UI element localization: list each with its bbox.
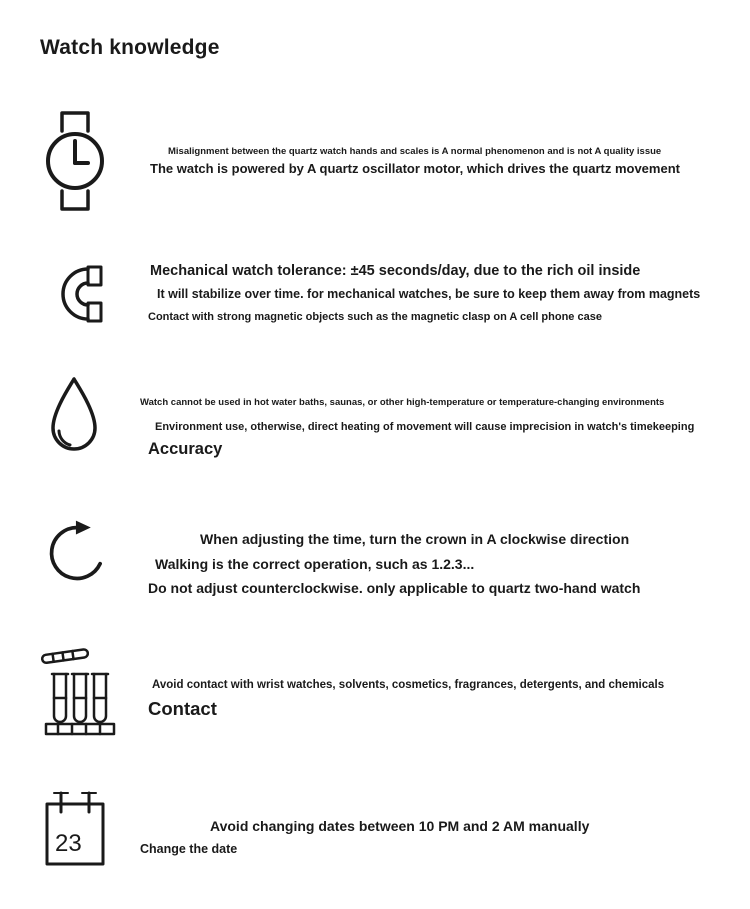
test-tubes-icon: [38, 642, 122, 742]
text-line: Avoid contact with wrist watches, solvents, cosmetics, fragrances, detergents, and chemicals: [152, 679, 665, 691]
text-line: Contact with strong magnetic objects such as the magnetic clasp on A cell phone case: [148, 311, 602, 323]
text-line: Walking is the correct operation, such as 1.2.3...: [155, 556, 475, 572]
calendar-date-number: 23: [55, 830, 82, 857]
text-line: Mechanical watch tolerance: ±45 seconds/day, due to the rich oil inside: [150, 263, 641, 279]
water-drop-icon: [42, 374, 106, 460]
text-line: The watch is powered by A quartz oscillator motor, which drives the quartz movement: [150, 161, 680, 176]
text-line: Misalignment between the quartz watch hands and scales is A normal phenomenon and is not A quality issue: [168, 146, 662, 157]
watch-icon: [44, 110, 106, 212]
text-line: Watch cannot be used in hot water baths, saunas, or other high-temperature or temperature-changing environments: [140, 397, 665, 408]
text-line: It will stabilize over time. for mechanical watches, be sure to keep them away from magnets: [157, 287, 701, 301]
contact-heading: Contact: [148, 698, 217, 719]
text-line: Do not adjust counterclockwise. only applicable to quartz two-hand watch: [148, 580, 641, 596]
calendar-icon: [42, 788, 108, 870]
page-title: Watch knowledge: [40, 36, 220, 59]
accuracy-heading: Accuracy: [148, 440, 223, 458]
rotate-arrow-icon: [42, 518, 112, 588]
magnet-icon: [44, 262, 106, 326]
text-line: Environment use, otherwise, direct heating of movement will cause imprecision in watch's timekeeping: [155, 421, 695, 433]
change-date-heading: Change the date: [140, 842, 238, 856]
text-line: When adjusting the time, turn the crown in A clockwise direction: [200, 531, 630, 547]
text-line: Avoid changing dates between 10 PM and 2 AM manually: [210, 818, 590, 834]
